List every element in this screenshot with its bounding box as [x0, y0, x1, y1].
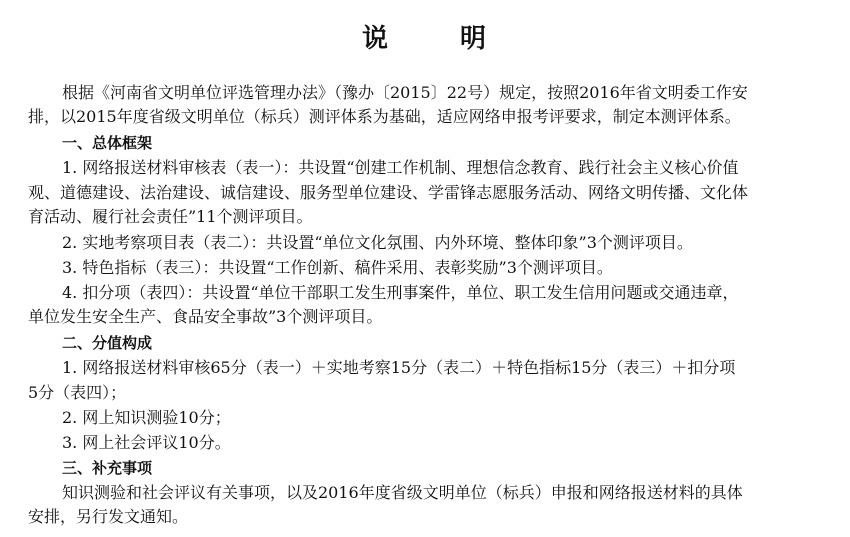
score-item-1-line-2: 5分（表四）；	[28, 383, 127, 402]
item-1-line-1: 1. 网络报送材料审核表（表一）：共设置“创建工作机制、理想信念教育、践行社会主义核心价值	[62, 158, 739, 177]
score-item-2-line: 2. 网上知识测验10分；	[62, 408, 231, 427]
score-item-3-line: 3. 网上社会评议10分。	[62, 433, 231, 452]
item-4-line-2: 单位发生安全生产、食品安全事故”3个测评项目。	[28, 307, 383, 326]
item-2-line: 2. 实地考察项目表（表二）：共设置“单位文化氛围、内外环境、整体印象”3个测评项目。	[62, 233, 693, 252]
title-char-2: 明	[460, 24, 489, 54]
score-item-1-line-1: 1. 网络报送材料审核65分（表一）＋实地考察15分（表二）＋特色指标15分（表三）＋扣分项	[62, 358, 736, 377]
page-title	[0, 18, 850, 55]
section-heading-framework: 一、总体框架	[62, 134, 153, 152]
supplement-line-1: 知识测验和社会评议有关事项，以及2016年度省级文明单位（标兵）申报和网络报送材料的具体	[62, 483, 743, 502]
paragraph-intro-line-1: 根据《河南省文明单位评选管理办法》（豫办〔2015〕22号）规定，按照2016年省文明委工作安	[62, 83, 748, 102]
supplement-line-2: 安排，另行发文通知。	[28, 507, 189, 526]
title-char-1: 说	[361, 24, 390, 54]
item-3-line: 3. 特色指标（表三）：共设置“工作创新、稿件采用、表彰奖励”3个测评项目。	[62, 258, 613, 277]
section-heading-supplement: 三、补充事项	[62, 459, 153, 477]
item-1-line-2: 观、道德建设、法治建设、诚信建设、服务型单位建设、学雷锋志愿服务活动、网络文明传播、文化体	[28, 183, 749, 202]
item-1-line-3: 育活动、履行社会责任”11个测评项目。	[28, 207, 313, 226]
paragraph-intro-line-2: 排，以2015年度省级文明单位（标兵）测评体系为基础，适应网络申报考评要求，制定本测评体系。	[28, 107, 741, 126]
item-4-line-1: 4. 扣分项（表四）：共设置“单位干部职工发生刑事案件，单位、职工发生信用问题或交通违章，	[62, 283, 739, 302]
section-heading-scores: 二、分值构成	[62, 334, 153, 352]
